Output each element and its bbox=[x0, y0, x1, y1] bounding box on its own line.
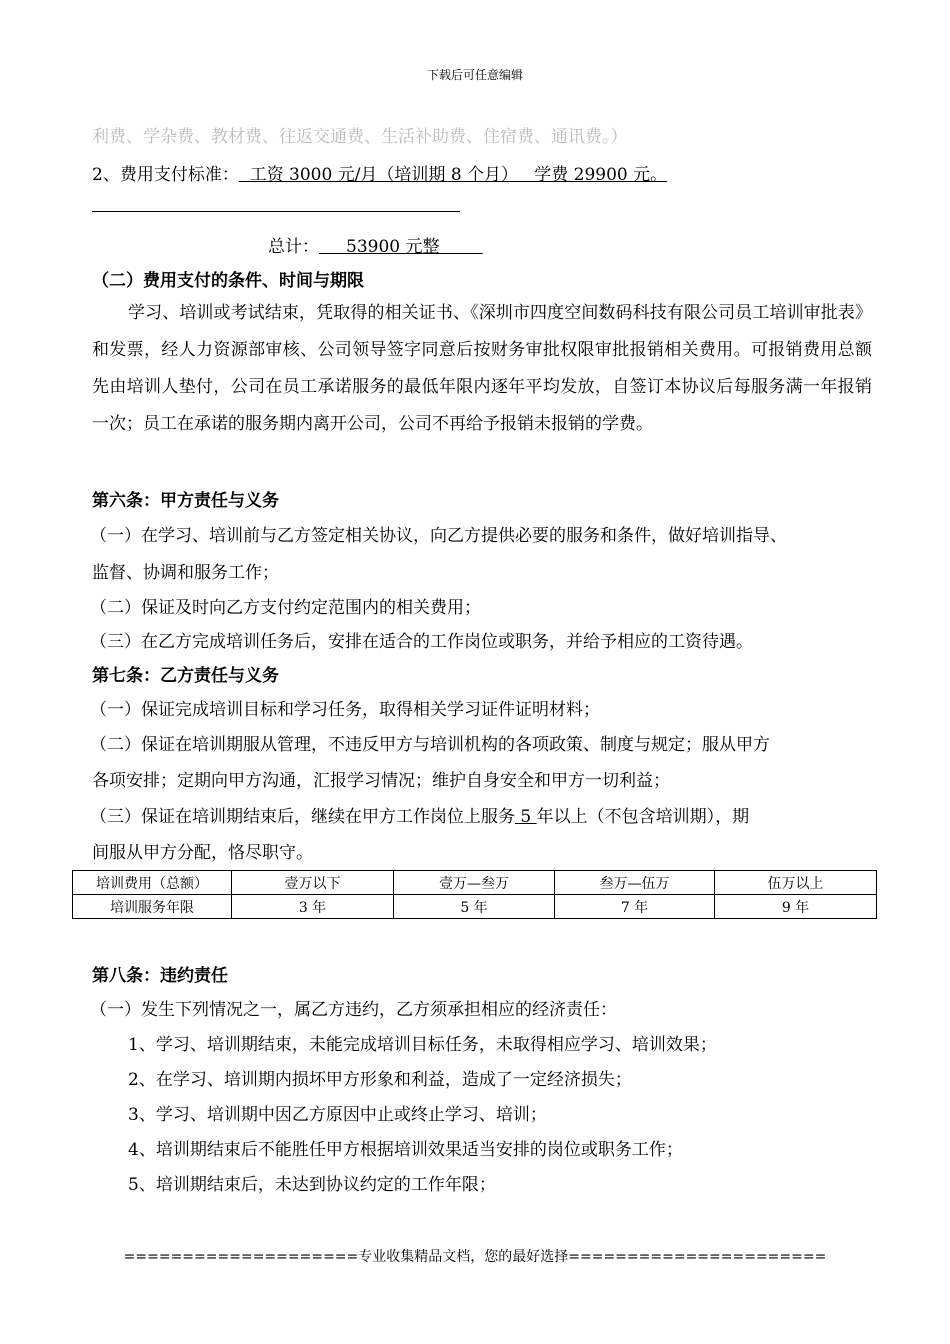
article7-item-2: （二）保证在培训期服从管理，不违反甲方与培训机构的各项政策、制度与规定；服从甲方 bbox=[90, 735, 770, 755]
article6-item-3: （三）在乙方完成培训任务后，安排在适合的工作岗位或职务，并给予相应的工资待遇。 bbox=[90, 632, 753, 652]
table-cell: 叁万—伍万 bbox=[555, 871, 715, 895]
table-cell: 7 年 bbox=[555, 895, 715, 919]
fee-standard-label: 2、费用支付标准： bbox=[92, 165, 239, 185]
table-cell: 培训费用（总额） bbox=[73, 871, 232, 895]
section2-title: （二）费用支付的条件、时间与期限 bbox=[92, 271, 364, 291]
table-row bbox=[73, 871, 877, 895]
article7-item-3 bbox=[90, 802, 749, 827]
fee-standard-value: 工资 3000 元/月（培训期 8 个月） 学费 29900 元。 bbox=[238, 165, 668, 185]
article6-item-1-cont: 监督、协调和服务工作； bbox=[92, 563, 279, 583]
section2-paragraph: 学习、培训或考试结束，凭取得的相关证书、《深圳市四度空间数码科技有限公司员工培训审批表》和发票，经人力资源部审核、公司领导签字同意后按财务审批权限审批报销相关费用。可报销费用总额先由培训人垫付，公司在员工承诺服务的最低年限内逐年平均发放，自签订本协议后每服务满一年报销一次；员工在承诺的服务期内离开公司，公司不再给予报销未报销的学费。 bbox=[92, 303, 872, 434]
service-years-value: 5 bbox=[515, 807, 537, 827]
underline-rule bbox=[92, 211, 460, 212]
article8-item-5: 5、培训期结束后，未达到协议约定的工作年限； bbox=[128, 1175, 496, 1195]
article8-item-1: 1、学习、培训期结束，未能完成培训目标任务，未取得相应学习、培训效果； bbox=[128, 1035, 717, 1055]
table-cell: 培训服务年限 bbox=[73, 895, 232, 919]
table-row bbox=[73, 895, 877, 919]
total-value: 53900 元整 bbox=[319, 237, 483, 257]
article7-item-3-cont: 间服从甲方分配，恪尽职守。 bbox=[92, 843, 313, 863]
article8-item-2: 2、在学习、培训期内损坏甲方形象和利益，造成了一定经济损失； bbox=[128, 1070, 632, 1090]
fee-standard-line bbox=[92, 160, 667, 185]
table-cell: 5 年 bbox=[394, 895, 555, 919]
table-cell: 9 年 bbox=[715, 895, 877, 919]
article7-item-3-post: 年以上（不包含培训期），期 bbox=[536, 807, 750, 827]
faded-continuation-line: 利费、学杂费、教材费、往返交通费、生活补助费、住宿费、通讯费。） bbox=[92, 127, 628, 147]
article8-intro: （一）发生下列情况之一，属乙方违约，乙方须承担相应的经济责任： bbox=[90, 1000, 617, 1020]
article6-title: 第六条：甲方责任与义务 bbox=[92, 491, 279, 511]
table-cell: 伍万以上 bbox=[715, 871, 877, 895]
page-header: 下载后可任意编辑 bbox=[426, 68, 523, 82]
article6-item-1: （一）在学习、培训前与乙方签定相关协议，向乙方提供必要的服务和条件，做好培训指导、 bbox=[90, 526, 787, 546]
article8-item-4: 4、培训期结束后不能胜任甲方根据培训效果适当安排的岗位或职务工作； bbox=[128, 1140, 683, 1160]
training-fee-table bbox=[72, 870, 877, 919]
article8-item-3: 3、学习、培训期中因乙方原因中止或终止学习、培训； bbox=[128, 1105, 547, 1125]
table-cell: 壹万—叁万 bbox=[394, 871, 555, 895]
article6-item-2: （二）保证及时向乙方支付约定范围内的相关费用； bbox=[90, 598, 481, 618]
article8-title: 第八条：违约责任 bbox=[92, 966, 228, 986]
article7-title: 第七条：乙方责任与义务 bbox=[92, 666, 279, 686]
article7-item-2-cont: 各项安排；定期向甲方沟通，汇报学习情况；维护自身安全和甲方一切利益； bbox=[92, 771, 670, 791]
article7-item-3-pre: （三）保证在培训期结束后，继续在甲方工作岗位上服务 bbox=[90, 807, 515, 827]
article7-item-1: （一）保证完成培训目标和学习任务，取得相关学习证件证明材料； bbox=[90, 700, 600, 720]
page-footer: ====================专业收集精品文档，您的最好选择====================== bbox=[123, 1249, 827, 1265]
total-label: 总计： bbox=[268, 237, 319, 257]
total-line bbox=[268, 232, 483, 257]
table-cell: 壹万以下 bbox=[232, 871, 394, 895]
table-cell: 3 年 bbox=[232, 895, 394, 919]
